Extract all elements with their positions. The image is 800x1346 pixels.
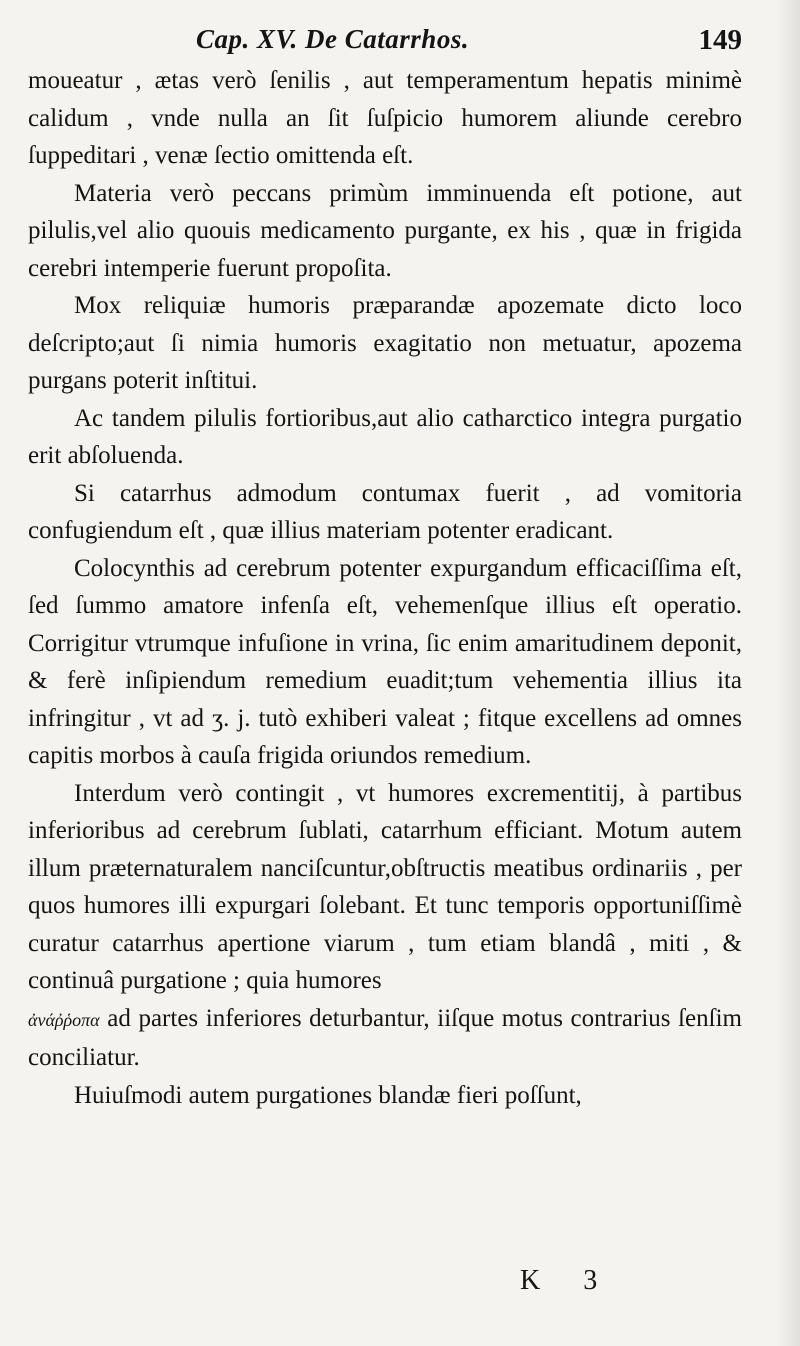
running-header: [28, 22, 742, 58]
paragraph-8-text: ad partes inferiores deturbantur, iiſque motus contrarius ſenſim conciliatur.: [28, 1004, 742, 1071]
paragraph-4: Ac tandem pilulis fortioribus,aut alio catharctico integra purgatio erit abſoluenda.: [28, 404, 742, 469]
paragraph-3: Mox reliquiæ humoris præparandæ apozemate dicto loco deſcripto;aut ſi nimia humoris exagitatio non metuatur, apozema purgans poterit inſtitui.: [28, 292, 742, 394]
paragraph-7: Interdum verò contingit , vt humores excrementitij, à partibus inferioribus ad cerebrum ſublati, catarrhum efficiant. Motum autem illum præternaturalem nanciſcuntur,obſtructis meatibus ordinariis , per quos humores illi expurgari ſolebant. Et tunc temporis opportuniſſimè curatur catarrhus apertione viarum , tum etiam blandâ , miti , & continuâ purgatione ; quia humores: [28, 779, 742, 994]
body-text: [28, 62, 742, 1114]
paragraph-1: moueatur , ætas verò ſenilis , aut temperamentum hepatis minimè calidum , vnde nulla an ſit ſuſpicio humorem aliunde cerebro ſuppeditari , venæ ſectio omittenda eſt.: [28, 67, 742, 169]
chapter-title: Cap. XV. De Catarrhos.: [196, 24, 470, 54]
paragraph-5: Si catarrhus admodum contumax fuerit , ad vomitoria confugiendum eſt , quæ illius materiam potenter eradicant.: [28, 479, 742, 544]
paragraph-8: [28, 1000, 742, 1077]
signature-mark: K 3: [520, 1265, 616, 1296]
page-number: 149: [698, 24, 742, 56]
paragraph-6: Colocynthis ad cerebrum potenter expurgandum efficaciſſima eſt, ſed ſummo amatore infenſa eſt, vehemenſque illius eſt operatio. Corrigitur vtrumque infuſione in vrina, ſic enim amaritudinem deponit, & ferè inſipiendum remedium euadit;tum vehementia illius ita infringitur , vt ad ʒ. j. tutò exhiberi valeat ; fitque excellens ad omnes capitis morbos à cauſa frigida oriundos remedium.: [28, 554, 742, 769]
paragraph-2: Materia verò peccans primùm imminuenda eſt potione, aut pilulis,vel alio quouis medicamento purgante, ex his , quæ in frigida cerebri intemperie fuerunt propoſita.: [28, 179, 742, 282]
greek-word: ἀνάῤῥοπα: [28, 1009, 100, 1030]
paragraph-9: Huiuſmodi autem purgationes blandæ fieri poſſunt,: [74, 1081, 582, 1109]
